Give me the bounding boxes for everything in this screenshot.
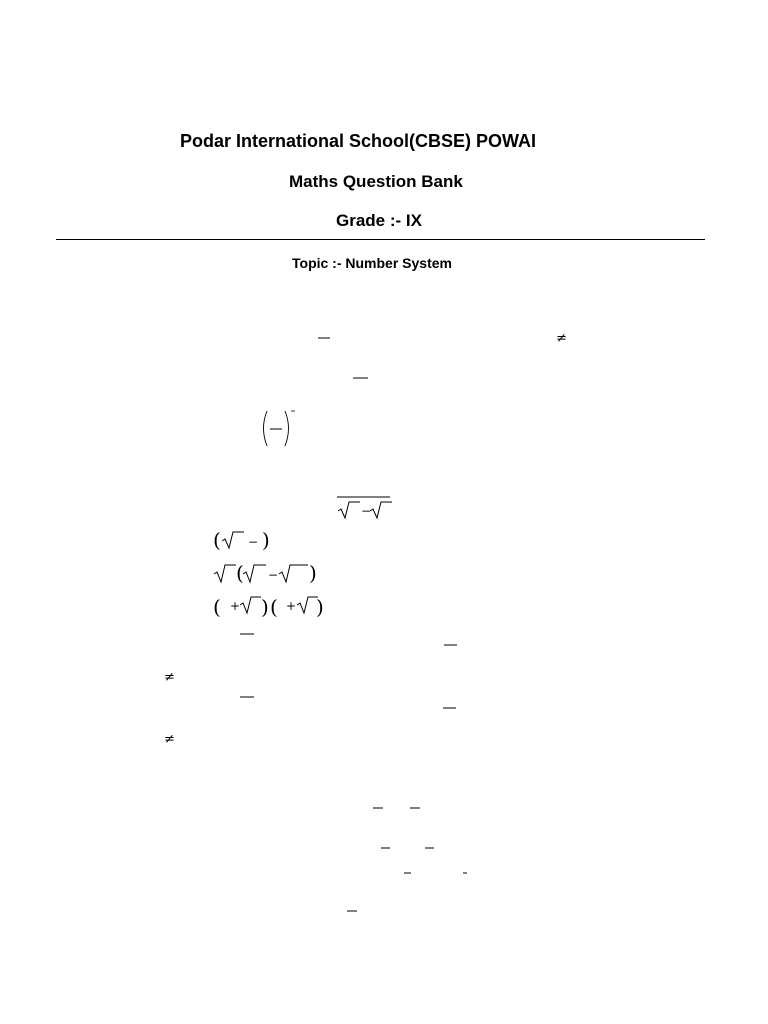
svg-text:+: + [230, 599, 241, 613]
svg-text:(: ( [270, 595, 278, 619]
svg-text:): ) [262, 528, 270, 552]
expression-3 [213, 595, 324, 619]
expression-1 [213, 528, 270, 552]
svg-text:+: + [286, 599, 297, 613]
svg-text:): ) [316, 595, 324, 619]
expression-2 [214, 561, 317, 585]
grade-label: Grade :- IX [336, 211, 422, 230]
school-name: Podar International School(CBSE) POWAI [180, 131, 537, 151]
not-equal-symbol: ≠ [556, 331, 567, 346]
svg-text:): ) [309, 561, 317, 585]
svg-text:−: − [361, 504, 372, 518]
svg-text:−: − [268, 568, 279, 582]
bracketed-fraction [264, 411, 296, 446]
not-equal-symbol: ≠ [164, 670, 175, 685]
svg-text:(: ( [213, 595, 221, 619]
document-title: Maths Question Bank [289, 172, 463, 191]
not-equal-symbol: ≠ [164, 732, 175, 747]
nested-radical [337, 497, 392, 518]
svg-text:(: ( [236, 561, 244, 585]
svg-text:−: − [248, 535, 259, 549]
topic-label: Topic :- Number System [292, 255, 452, 271]
svg-text:): ) [261, 595, 269, 619]
svg-text:(: ( [213, 528, 221, 552]
